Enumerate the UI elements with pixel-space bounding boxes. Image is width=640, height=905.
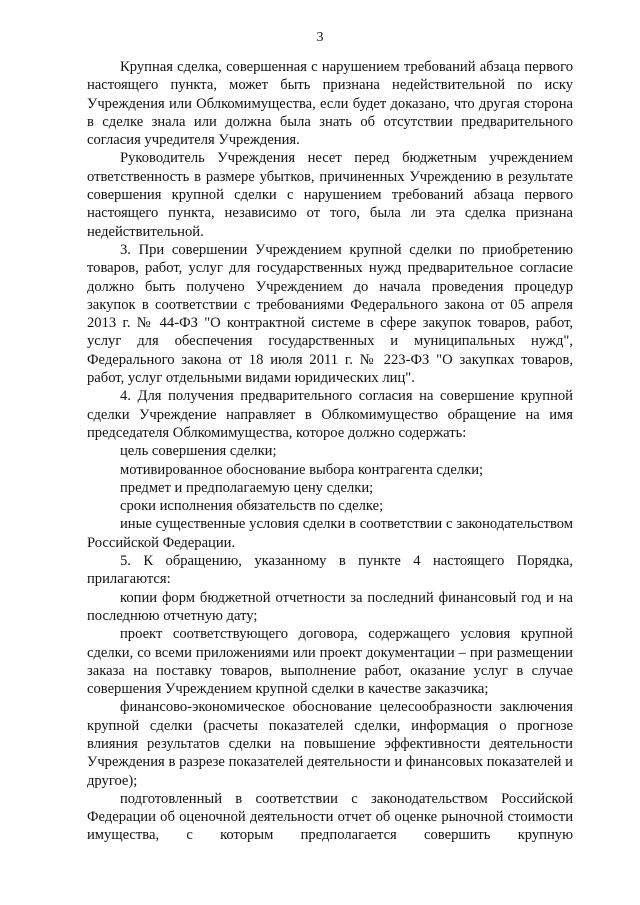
paragraph-item-4: 4. Для получения предварительного согласия на совершение крупной сделки Учреждение направляет в Облкомимущество обращение на имя председателя Облкомимущества, которое должно содержать: (87, 388, 573, 441)
list-item-counterparty-justification: мотивированное обоснование выбора контрагента сделки; (120, 461, 484, 478)
page-number: 3 (316, 30, 324, 45)
paragraph-invalid-deal: Крупная сделка, совершенная с нарушением требований абзаца первого настоящего пункта, может быть признана недействительной по иску Учреждения или Облкомимущества, если будет доказано, что другая сторона в сделке знала или должна была знать об отсутствии предварительного согласия учредителя Учреждения. (87, 59, 573, 149)
paragraph-director-liability: Руководитель Учреждения несет перед бюджетным учреждением ответственность в размере убытков, причиненных Учреждению в результате совершения крупной сделки с нарушением требований абзаца первого настоящего пункта, независимо от того, была ли эта сделка признана недействительной. (87, 150, 573, 240)
list-item-other-conditions: иные существенные условия сделки в соответствии с законодательством Российской Федерации. (87, 516, 573, 551)
list-item-draft-contract: проект соответствующего договора, содержащего условия крупной сделки, со всеми приложениями или проект документации – при размещении заказа на поставку товаров, выполнение работ, оказание услуг в случае совершения Учреждением крупной сделки в качестве заказчика; (87, 626, 573, 698)
paragraph-item-5: 5. К обращению, указанному в пункте 4 настоящего Порядка, прилагаются: (87, 553, 573, 588)
list-item-deadlines: сроки исполнения обязательств по сделке; (120, 498, 384, 515)
list-item-valuation-report: подготовленный в соответствии с законодательством Российской Федерации об оценочной деятельности отчет об оценке рыночной стоимости имущества, с которым предполагается совершить крупную (87, 790, 573, 844)
list-item-deal-purpose: цель совершения сделки; (120, 443, 277, 460)
document-body (87, 58, 573, 845)
paragraph-item-3: 3. При совершении Учреждением крупной сделки по приобретению товаров, работ, услуг для государственных нужд предварительное согласие должно быть получено Учреждением до начала проведения процедур закупок в соответствии с требованиями Федерального закона от 05 апреля 2013 г. № 44-ФЗ "О контрактной системе в сфере закупок товаров, работ, услуг для обеспечения государственных и муниципальных нужд", Федерального закона от 18 июля 2011 г. № 223-ФЗ "О закупках товаров, работ, услуг отдельными видами юридических лиц". (87, 241, 573, 387)
list-item-subject-and-price: предмет и предполагаемую цену сделки; (120, 479, 374, 496)
list-item-budget-reports: копии форм бюджетной отчетности за последний финансовый год и на последнюю отчетную дату; (87, 589, 573, 624)
list-item-feasibility-study: финансово-экономическое обоснование целесообразности заключения крупной сделки (расчеты показателей сделки, информация о прогнозе влияния результатов сделки на повышение эффективности деятельности Учреждения в разрезе показателей деятельности и финансовых показателей и другое); (87, 699, 573, 789)
